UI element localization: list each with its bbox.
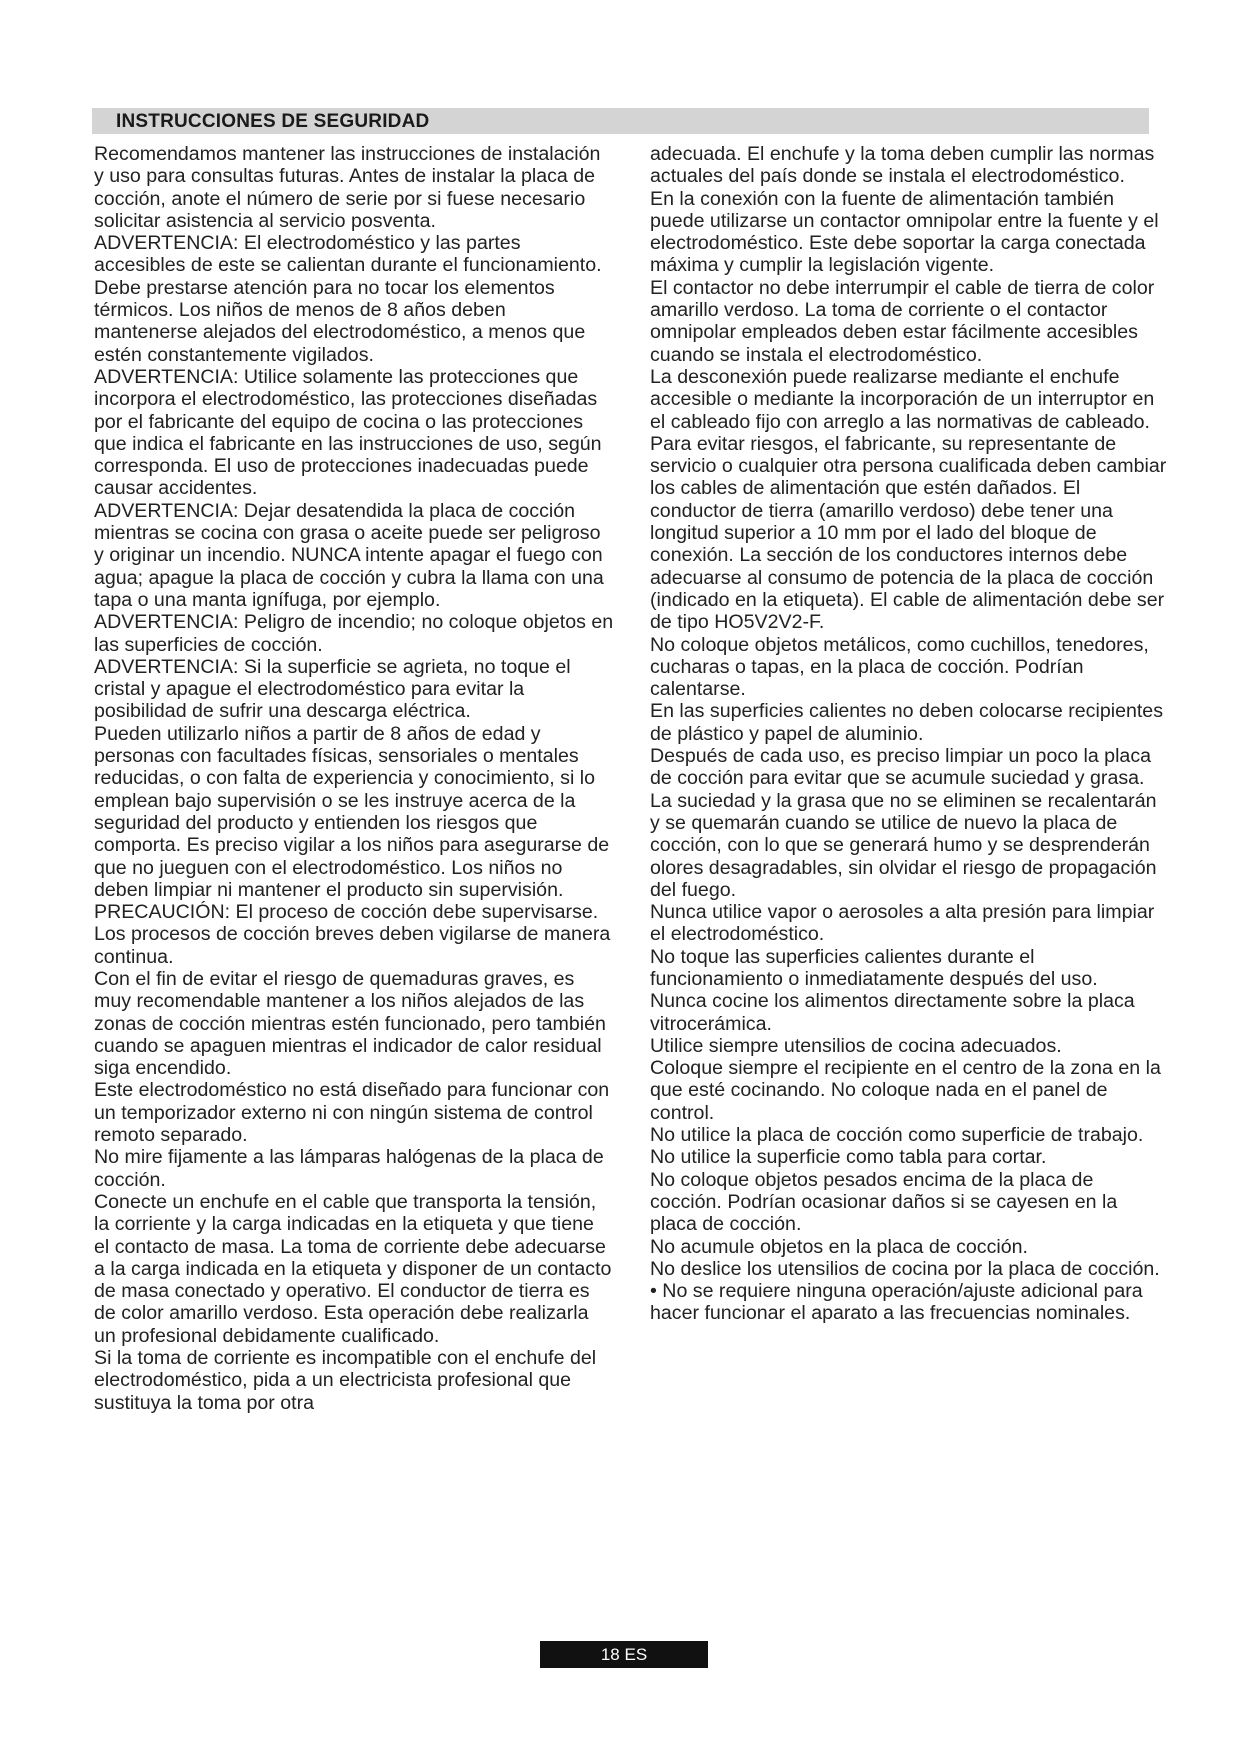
paragraph-warning-cracked-surface: ADVERTENCIA: Si la superficie se agrieta, no toque el cristal y apague el electrodoméstico para evitar la posibilidad de sufrir una descarga eléctrica. (94, 655, 571, 723)
paragraph-no-direct-cooking: Nunca cocine los alimentos directamente sobre la placa vitrocerámica. (650, 990, 1135, 1035)
section-header-bar (92, 108, 1149, 134)
paragraph-cleaning-after-use: Después de cada uso, es preciso limpiar un poco la placa de cocción para evitar que se acumule suciedad y grasa. La suciedad y la grasa que no se eliminen se recalentarán y se quemarán cuando se utilice de nuevo la placa de cocción, con lo que se generará humo y se desprenderán olores desagradables, sin olvidar el riesgo de propagación del fuego. (650, 745, 1157, 901)
paragraph-burn-risk: Con el fin de evitar el riesgo de quemaduras graves, es muy recomendable mantener a los niños alejados de las zonas de cocción mientras estén funcionado, pero también cuando se apaguen mientras el indicador de calor residual siga encendido. (94, 967, 606, 1080)
paragraph-intro: Recomendamos mantener las instrucciones de instalación y uso para consultas futuras. Antes de instalar la placa de cocción, anote el número de serie por si fuese necesario solicitar asistencia al servicio posventa. (94, 143, 601, 232)
paragraph-halogen-lamps: No mire fijamente a las lámparas halógenas de la placa de cocción. (94, 1146, 604, 1191)
paragraph-disconnection: La desconexión puede realizarse mediante el enchufe accesible o mediante la incorporación de un interruptor en el cableado fijo con arreglo a las normativas de cableado. (650, 365, 1155, 433)
paragraph-not-work-surface: No utilice la placa de cocción como superficie de trabajo. (650, 1124, 1144, 1147)
paragraph-incompatible-socket: Si la toma de corriente es incompatible con el enchufe del electrodoméstico, pida a un electricista profesional que sustituya la toma por otra (94, 1347, 597, 1414)
paragraph-no-accumulate: No acumule objetos en la placa de cocción. (650, 1235, 1028, 1258)
paragraph-earth-cable: El contactor no debe interrumpir el cable de tierra de color amarillo verdoso. La toma de corriente o el contactor omnipolar empleados deben estar fácilmente accesibles cuando se instala el electrodoméstico. (650, 276, 1155, 366)
paragraph-socket-standards: adecuada. El enchufe y la toma deben cumplir las normas actuales del país donde se instala el electrodoméstico. (650, 143, 1155, 188)
page-number-badge: 18 ES (540, 1641, 708, 1668)
left-column (94, 143, 614, 1414)
paragraph-hot-surfaces: No toque las superficies calientes durante el funcionamiento o inmediatamente después del uso. (650, 945, 1098, 990)
right-column (650, 143, 1168, 1325)
paragraph-warning-oil-fire: ADVERTENCIA: Dejar desatendida la placa de cocción mientras se cocina con grasa o aceite puede ser peligroso y originar un incendio. NUNCA intente apagar el fuego con agua; apague la placa de cocción y cubra la llama con una tapa o una manta ignífuga, por ejemplo. (94, 499, 604, 611)
paragraph-not-cutting-board: No utilice la superficie como tabla para cortar. (650, 1146, 1047, 1169)
paragraph-nominal-frequencies: • No se requiere ninguna operación/ajuste adicional para hacer funcionar el aparato a las frecuencias nominales. (650, 1280, 1143, 1325)
paragraph-metal-objects: No coloque objetos metálicos, como cuchillos, tenedores, cucharas o tapas, en la placa de cocción. Podrían calentarse. (650, 633, 1149, 701)
section-title: INSTRUCCIONES DE SEGURIDAD (116, 111, 430, 132)
paragraph-children-use: Pueden utilizarlo niños a partir de 8 años de edad y personas con facultades físicas, sensoriales o mentales reducidas, o con falta de experiencia y conocimiento, si lo emplean bajo supervisión o se les instruye acerca de la seguridad del producto y entienden los riesgos que comporta. Es preciso vigilar a los niños para asegurarse de que no jueguen con el electrodoméstico. Los niños no deben limpiar ni mantener el producto sin supervisión. (94, 722, 610, 901)
paragraph-heavy-objects: No coloque objetos pesados encima de la placa de cocción. Podrían ocasionar daños si se cayesen en la placa de cocción. (650, 1168, 1118, 1236)
paragraph-omnipolar-contactor: En la conexión con la fuente de alimentación también puede utilizarse un contactor omnipolar entre la fuente y el electrodoméstico. Este debe soportar la carga conectada máxima y cumplir la legislación vigente. (650, 187, 1159, 277)
paragraph-damaged-cables: Para evitar riesgos, el fabricante, su representante de servicio o cualquier otra persona cualificada deben cambiar los cables de alimentación que estén dañados. El conductor de tierra (amarillo verdoso) debe tener una longitud superior a 10 mm por el lado del bloque de conexión. La sección de los conductores internos debe adecuarse al consumo de potencia de la placa de cocción (indicado en la etiqueta). El cable de alimentación debe ser de tipo HO5V2V2-F. (650, 432, 1167, 634)
paragraph-warning-hot-parts: ADVERTENCIA: El electrodoméstico y las partes accesibles de este se calientan durante el funcionamiento. Debe prestarse atención para no tocar los elementos térmicos. Los niños de menos de 8 años deben mantenerse alejados del electrodoméstico, a menos que estén constantemente vigilados. (94, 232, 602, 366)
paragraph-plastic-aluminium: En las superficies calientes no deben colocarse recipientes de plástico y papel de aluminio. (650, 700, 1163, 745)
paragraph-caution-supervision: PRECAUCIÓN: El proceso de cocción debe supervisarse. Los procesos de cocción breves deben vigilarse de manera continua. (94, 901, 611, 968)
paragraph-warning-protections: ADVERTENCIA: Utilice solamente las protecciones que incorpora el electrodoméstico, las protecciones diseñadas por el fabricante del equipo de cocina o las protecciones que indica el fabricante en las instrucciones de uso, según corresponda. El uso de protecciones inadecuadas puede causar accidentes. (94, 365, 602, 500)
paragraph-center-pan: Coloque siempre el recipiente en el centro de la zona en la que esté cocinando. No coloque nada en el panel de control. (650, 1057, 1161, 1124)
paragraph-suitable-cookware: Utilice siempre utensilios de cocina adecuados. (650, 1034, 1062, 1057)
paragraph-warning-fire-hazard: ADVERTENCIA: Peligro de incendio; no coloque objetos en las superficies de cocción. (94, 611, 614, 656)
paragraph-no-steam-cleaner: Nunca utilice vapor o aerosoles a alta presión para limpiar el electrodoméstico. (650, 901, 1155, 946)
paragraph-no-external-timer: Este electrodoméstico no está diseñado para funcionar con un temporizador externo ni con ningún sistema de control remoto separado. (94, 1079, 610, 1147)
paragraph-no-slide: No deslice los utensilios de cocina por la placa de cocción. (650, 1257, 1160, 1280)
paragraph-plug-connection: Conecte un enchufe en el cable que transporta la tensión, la corriente y la carga indicadas en la etiqueta y que tiene el contacto de masa. La toma de corriente debe adecuarse a la carga indicada en la etiqueta y disponer de un contacto de masa conectado y operativo. El conductor de tierra es de color amarillo verdoso. Esta operación debe realizarla un profesional debidamente cualificado. (94, 1190, 612, 1347)
